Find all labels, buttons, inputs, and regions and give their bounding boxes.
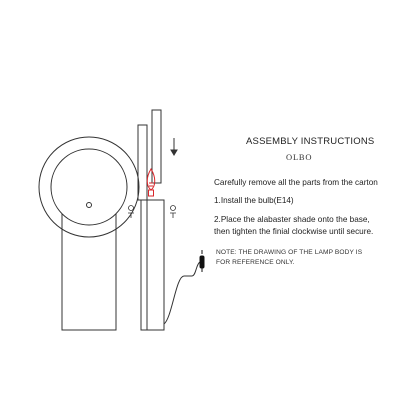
power-cord bbox=[164, 262, 200, 324]
note-line-2: FOR REFERENCE ONLY. bbox=[216, 259, 295, 266]
plug-icon bbox=[200, 250, 204, 272]
note-line-1: NOTE: THE DRAWING OF THE LAMP BODY IS bbox=[216, 249, 363, 256]
down-arrow-icon bbox=[171, 138, 177, 155]
lamp-body-right bbox=[141, 200, 164, 330]
ring-shade bbox=[39, 137, 139, 237]
page-title: ASSEMBLY INSTRUCTIONS bbox=[246, 136, 375, 147]
brand-name: OLBO bbox=[286, 152, 313, 162]
step-2-line-2: then tighten the finial clockwise until secure. bbox=[214, 227, 374, 236]
step-2-line-1: 2.Place the alabaster shade onto the base, bbox=[214, 215, 370, 224]
lamp-body-left bbox=[62, 214, 116, 330]
intro-text: Carefully remove all the parts from the carton bbox=[214, 178, 378, 187]
step-1-text: 1.Install the bulb(E14) bbox=[214, 196, 294, 205]
